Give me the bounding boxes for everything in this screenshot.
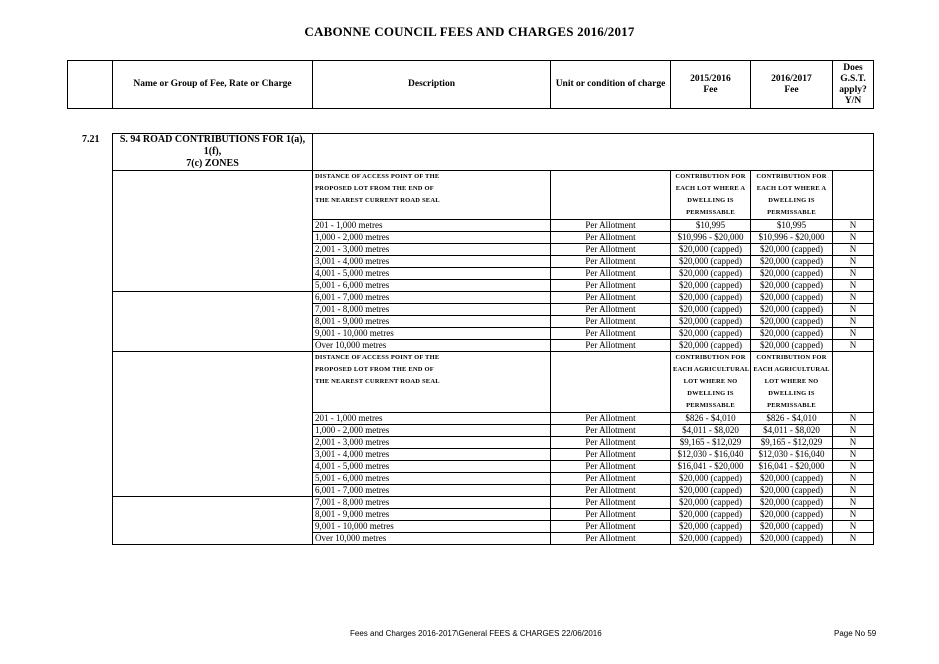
row-fee-prev: $20,000 (capped) xyxy=(671,256,751,268)
row-description: 6,001 - 7,000 metres xyxy=(313,292,551,304)
row-unit: Per Allotment xyxy=(551,316,671,328)
row-fee-curr: $10,996 - $20,000 xyxy=(751,232,833,244)
row-fee-curr: $20,000 (capped) xyxy=(751,304,833,316)
subheading-gst-empty xyxy=(833,195,874,207)
subheading-fee-prev: DWELLING IS xyxy=(671,388,751,400)
subheading-fee-prev: CONTRIBUTION FOR xyxy=(671,352,751,365)
subheading-gst-empty xyxy=(833,171,874,184)
name-cell-empty xyxy=(113,268,313,280)
table-row xyxy=(113,340,874,352)
row-unit: Per Allotment xyxy=(551,268,671,280)
row-fee-prev: $20,000 (capped) xyxy=(671,473,751,485)
row-fee-prev: $20,000 (capped) xyxy=(671,328,751,340)
row-fee-prev: $20,000 (capped) xyxy=(671,244,751,256)
row-unit: Per Allotment xyxy=(551,220,671,232)
row-unit: Per Allotment xyxy=(551,509,671,521)
row-fee-curr: $20,000 (capped) xyxy=(751,280,833,292)
table-row xyxy=(113,461,874,473)
name-cell-empty xyxy=(113,497,313,509)
row-description: 3,001 - 4,000 metres xyxy=(313,449,551,461)
row-gst: N xyxy=(833,485,874,497)
row-fee-prev: $10,995 xyxy=(671,220,751,232)
row-gst: N xyxy=(833,280,874,292)
subheading-gst-empty xyxy=(833,183,874,195)
table-row xyxy=(113,304,874,316)
subheading-fee-curr: PERMISSABLE xyxy=(751,400,833,413)
subheading-unit-empty xyxy=(551,352,671,365)
row-fee-prev: $10,996 - $20,000 xyxy=(671,232,751,244)
table-row xyxy=(113,521,874,533)
column-header-table xyxy=(67,60,874,109)
row-fee-curr: $20,000 (capped) xyxy=(751,328,833,340)
name-cell-empty xyxy=(113,304,313,316)
name-cell-empty xyxy=(113,533,313,545)
name-cell-empty xyxy=(113,521,313,533)
subheading-fee-prev: PERMISSABLE xyxy=(671,400,751,413)
name-cell-empty xyxy=(113,413,313,425)
name-cell-empty xyxy=(113,292,313,304)
header-blank-cell xyxy=(68,61,113,109)
subheading-row xyxy=(113,376,874,388)
subheading-unit-empty xyxy=(551,364,671,376)
row-fee-curr: $9,165 - $12,029 xyxy=(751,437,833,449)
row-fee-curr: $20,000 (capped) xyxy=(751,485,833,497)
subheading-gst-empty xyxy=(833,364,874,376)
row-unit: Per Allotment xyxy=(551,533,671,545)
header-fee-curr-year: 2016/2017 xyxy=(771,73,812,84)
row-fee-curr: $20,000 (capped) xyxy=(751,533,833,545)
name-cell-empty xyxy=(113,376,313,388)
name-cell-empty xyxy=(113,316,313,328)
row-description: 9,001 - 10,000 metres xyxy=(313,328,551,340)
subheading-description xyxy=(313,207,551,220)
row-fee-prev: $9,165 - $12,029 xyxy=(671,437,751,449)
row-gst: N xyxy=(833,425,874,437)
header-fee-curr-label: Fee xyxy=(784,84,799,95)
section-header-empty xyxy=(313,134,874,171)
name-cell-empty xyxy=(113,207,313,220)
subheading-gst-empty xyxy=(833,207,874,220)
row-fee-prev: $20,000 (capped) xyxy=(671,497,751,509)
subheading-gst-empty xyxy=(833,400,874,413)
row-description: Over 10,000 metres xyxy=(313,533,551,545)
row-fee-curr: $20,000 (capped) xyxy=(751,521,833,533)
row-fee-prev: $20,000 (capped) xyxy=(671,521,751,533)
name-cell-empty xyxy=(113,509,313,521)
row-unit: Per Allotment xyxy=(551,437,671,449)
fees-table xyxy=(112,133,874,545)
row-gst: N xyxy=(833,449,874,461)
header-gst-l2: G.S.T. xyxy=(840,73,866,84)
subheading-row xyxy=(113,207,874,220)
name-cell-empty xyxy=(113,244,313,256)
row-gst: N xyxy=(833,232,874,244)
table-row xyxy=(113,292,874,304)
subheading-unit-empty xyxy=(551,388,671,400)
section-name-line2: 7(c) ZONES xyxy=(186,158,239,169)
subheading-fee-curr: DWELLING IS xyxy=(751,195,833,207)
name-cell-empty xyxy=(113,183,313,195)
row-gst: N xyxy=(833,497,874,509)
row-description: 2,001 - 3,000 metres xyxy=(313,437,551,449)
row-description: 1,000 - 2,000 metres xyxy=(313,232,551,244)
row-description: 1,000 - 2,000 metres xyxy=(313,425,551,437)
name-cell-empty xyxy=(113,485,313,497)
row-gst: N xyxy=(833,533,874,545)
row-description: 7,001 - 8,000 metres xyxy=(313,497,551,509)
row-fee-curr: $20,000 (capped) xyxy=(751,268,833,280)
row-gst: N xyxy=(833,328,874,340)
table-row xyxy=(113,220,874,232)
row-fee-prev: $20,000 (capped) xyxy=(671,485,751,497)
row-fee-curr: $20,000 (capped) xyxy=(751,509,833,521)
subheading-gst-empty xyxy=(833,388,874,400)
subheading-fee-prev: EACH AGRICULTURAL xyxy=(671,364,751,376)
row-gst: N xyxy=(833,244,874,256)
name-cell-empty xyxy=(113,473,313,485)
row-fee-curr: $12,030 - $16,040 xyxy=(751,449,833,461)
header-description: Description xyxy=(313,61,551,109)
name-cell-empty xyxy=(113,437,313,449)
subheading-row xyxy=(113,171,874,184)
row-description: 201 - 1,000 metres xyxy=(313,220,551,232)
row-fee-prev: $826 - $4,010 xyxy=(671,413,751,425)
subheading-fee-curr: LOT WHERE NO xyxy=(751,376,833,388)
row-unit: Per Allotment xyxy=(551,413,671,425)
subheading-fee-prev: EACH LOT WHERE A xyxy=(671,183,751,195)
row-description: 5,001 - 6,000 metres xyxy=(313,473,551,485)
subheading-fee-curr: EACH AGRICULTURAL xyxy=(751,364,833,376)
row-unit: Per Allotment xyxy=(551,232,671,244)
table-row xyxy=(113,244,874,256)
name-cell-empty xyxy=(113,425,313,437)
row-fee-prev: $20,000 (capped) xyxy=(671,340,751,352)
name-cell-empty xyxy=(113,400,313,413)
subheading-row xyxy=(113,195,874,207)
subheading-fee-curr: DWELLING IS xyxy=(751,388,833,400)
header-gst-l4: Y/N xyxy=(844,95,862,106)
row-fee-curr: $20,000 (capped) xyxy=(751,256,833,268)
name-cell-empty xyxy=(113,352,313,365)
row-fee-prev: $20,000 (capped) xyxy=(671,509,751,521)
row-gst: N xyxy=(833,220,874,232)
section-name xyxy=(113,134,313,171)
name-cell-empty xyxy=(113,220,313,232)
subheading-unit-empty xyxy=(551,376,671,388)
row-description: 7,001 - 8,000 metres xyxy=(313,304,551,316)
row-fee-curr: $20,000 (capped) xyxy=(751,292,833,304)
subheading-unit-empty xyxy=(551,400,671,413)
table-row xyxy=(113,449,874,461)
header-unit: Unit or condition of charge xyxy=(551,61,671,109)
row-fee-prev: $20,000 (capped) xyxy=(671,280,751,292)
subheading-unit-empty xyxy=(551,183,671,195)
row-description: 6,001 - 7,000 metres xyxy=(313,485,551,497)
row-unit: Per Allotment xyxy=(551,425,671,437)
name-cell-empty xyxy=(113,171,313,184)
row-gst: N xyxy=(833,437,874,449)
row-unit: Per Allotment xyxy=(551,497,671,509)
row-description: 4,001 - 5,000 metres xyxy=(313,461,551,473)
row-fee-prev: $12,030 - $16,040 xyxy=(671,449,751,461)
row-description: 5,001 - 6,000 metres xyxy=(313,280,551,292)
row-unit: Per Allotment xyxy=(551,280,671,292)
name-cell-empty xyxy=(113,328,313,340)
row-fee-curr: $826 - $4,010 xyxy=(751,413,833,425)
subheading-fee-curr: CONTRIBUTION FOR xyxy=(751,171,833,184)
subheading-description: PROPOSED LOT FROM THE END OF xyxy=(313,183,551,195)
row-description: Over 10,000 metres xyxy=(313,340,551,352)
subheading-fee-prev: LOT WHERE NO xyxy=(671,376,751,388)
subheading-fee-curr: CONTRIBUTION FOR xyxy=(751,352,833,365)
row-unit: Per Allotment xyxy=(551,328,671,340)
footer-page-number: Page No 59 xyxy=(834,629,877,638)
row-fee-prev: $16,041 - $20,000 xyxy=(671,461,751,473)
subheading-row xyxy=(113,183,874,195)
row-unit: Per Allotment xyxy=(551,340,671,352)
row-fee-curr: $20,000 (capped) xyxy=(751,244,833,256)
section-number: 7.21 xyxy=(82,134,100,145)
row-description: 9,001 - 10,000 metres xyxy=(313,521,551,533)
subheading-unit-empty xyxy=(551,171,671,184)
subheading-unit-empty xyxy=(551,195,671,207)
row-gst: N xyxy=(833,521,874,533)
name-cell-empty xyxy=(113,388,313,400)
subheading-description xyxy=(313,400,551,413)
row-fee-prev: $20,000 (capped) xyxy=(671,533,751,545)
header-fee-prev xyxy=(671,61,751,109)
subheading-row xyxy=(113,388,874,400)
table-row xyxy=(113,232,874,244)
name-cell-empty xyxy=(113,195,313,207)
subheading-gst-empty xyxy=(833,376,874,388)
row-unit: Per Allotment xyxy=(551,449,671,461)
table-row xyxy=(113,328,874,340)
row-description: 8,001 - 9,000 metres xyxy=(313,316,551,328)
row-gst: N xyxy=(833,340,874,352)
header-fee-prev-label: Fee xyxy=(703,84,718,95)
row-fee-prev: $20,000 (capped) xyxy=(671,268,751,280)
name-cell-empty xyxy=(113,449,313,461)
header-gst-l1: Does xyxy=(843,62,863,73)
table-row xyxy=(113,533,874,545)
row-description: 201 - 1,000 metres xyxy=(313,413,551,425)
subheading-description: PROPOSED LOT FROM THE END OF xyxy=(313,364,551,376)
subheading-description xyxy=(313,388,551,400)
row-fee-curr: $20,000 (capped) xyxy=(751,316,833,328)
footer-path: Fees and Charges 2016-2017\General FEES & CHARGES 22/06/2016 xyxy=(350,629,602,638)
table-row xyxy=(113,268,874,280)
row-gst: N xyxy=(833,461,874,473)
row-description: 4,001 - 5,000 metres xyxy=(313,268,551,280)
row-unit: Per Allotment xyxy=(551,473,671,485)
subheading-description: THE NEAREST CURRENT ROAD SEAL xyxy=(313,195,551,207)
subheading-fee-prev: DWELLING IS xyxy=(671,195,751,207)
table-row xyxy=(113,497,874,509)
table-row xyxy=(113,316,874,328)
row-gst: N xyxy=(833,256,874,268)
page-title: CABONNE COUNCIL FEES AND CHARGES 2016/2017 xyxy=(304,24,635,39)
header-gst-l3: apply? xyxy=(839,84,867,95)
row-description: 3,001 - 4,000 metres xyxy=(313,256,551,268)
row-fee-prev: $4,011 - $8,020 xyxy=(671,425,751,437)
row-unit: Per Allotment xyxy=(551,256,671,268)
row-gst: N xyxy=(833,473,874,485)
row-unit: Per Allotment xyxy=(551,521,671,533)
subheading-row xyxy=(113,400,874,413)
table-row xyxy=(113,280,874,292)
name-cell-empty xyxy=(113,364,313,376)
subheading-row xyxy=(113,352,874,365)
row-unit: Per Allotment xyxy=(551,461,671,473)
name-cell-empty xyxy=(113,256,313,268)
row-gst: N xyxy=(833,304,874,316)
header-fee-curr xyxy=(751,61,833,109)
table-row xyxy=(113,425,874,437)
row-fee-prev: $20,000 (capped) xyxy=(671,292,751,304)
name-cell-empty xyxy=(113,461,313,473)
row-fee-curr: $20,000 (capped) xyxy=(751,497,833,509)
subheading-gst-empty xyxy=(833,352,874,365)
subheading-fee-curr: PERMISSABLE xyxy=(751,207,833,220)
subheading-fee-prev: PERMISSABLE xyxy=(671,207,751,220)
section-name-line1: S. 94 ROAD CONTRIBUTIONS FOR 1(a), 1(f), xyxy=(119,134,306,157)
header-gst xyxy=(833,61,874,109)
name-cell-empty xyxy=(113,340,313,352)
row-gst: N xyxy=(833,268,874,280)
subheading-description: DISTANCE OF ACCESS POINT OF THE xyxy=(313,171,551,184)
subheading-row xyxy=(113,364,874,376)
table-row xyxy=(113,485,874,497)
row-unit: Per Allotment xyxy=(551,304,671,316)
row-unit: Per Allotment xyxy=(551,244,671,256)
row-fee-curr: $16,041 - $20,000 xyxy=(751,461,833,473)
header-fee-prev-year: 2015/2016 xyxy=(690,73,731,84)
row-fee-prev: $20,000 (capped) xyxy=(671,316,751,328)
row-fee-curr: $10,995 xyxy=(751,220,833,232)
row-fee-curr: $4,011 - $8,020 xyxy=(751,425,833,437)
header-name: Name or Group of Fee, Rate or Charge xyxy=(113,61,313,109)
row-description: 8,001 - 9,000 metres xyxy=(313,509,551,521)
table-row xyxy=(113,437,874,449)
table-row xyxy=(113,256,874,268)
subheading-fee-curr: EACH LOT WHERE A xyxy=(751,183,833,195)
row-unit: Per Allotment xyxy=(551,292,671,304)
row-fee-prev: $20,000 (capped) xyxy=(671,304,751,316)
row-gst: N xyxy=(833,413,874,425)
name-cell-empty xyxy=(113,232,313,244)
subheading-description: DISTANCE OF ACCESS POINT OF THE xyxy=(313,352,551,365)
table-row xyxy=(113,413,874,425)
table-row xyxy=(113,509,874,521)
row-unit: Per Allotment xyxy=(551,485,671,497)
row-gst: N xyxy=(833,509,874,521)
table-row xyxy=(113,473,874,485)
section-header-row xyxy=(113,134,874,171)
row-gst: N xyxy=(833,316,874,328)
row-gst: N xyxy=(833,292,874,304)
subheading-description: THE NEAREST CURRENT ROAD SEAL xyxy=(313,376,551,388)
subheading-fee-prev: CONTRIBUTION FOR xyxy=(671,171,751,184)
row-fee-curr: $20,000 (capped) xyxy=(751,340,833,352)
name-cell-empty xyxy=(113,280,313,292)
row-fee-curr: $20,000 (capped) xyxy=(751,473,833,485)
subheading-unit-empty xyxy=(551,207,671,220)
row-description: 2,001 - 3,000 metres xyxy=(313,244,551,256)
